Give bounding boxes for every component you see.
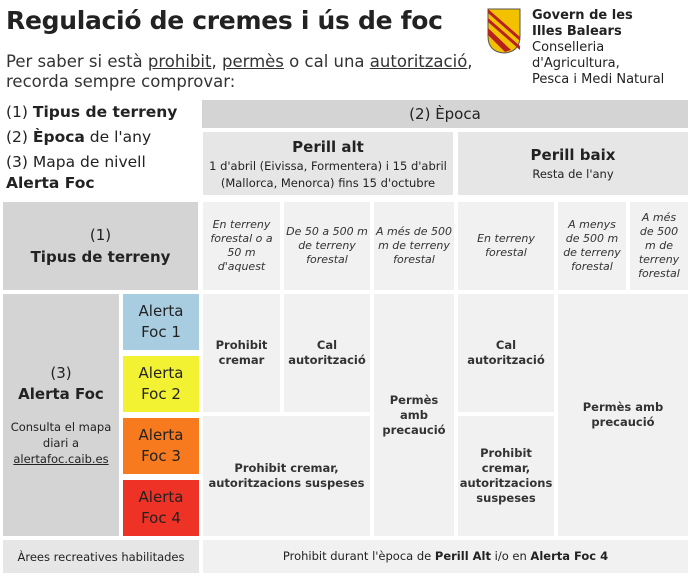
step-1-num: (1) <box>6 103 33 121</box>
col5-line-1: A menys <box>568 218 616 231</box>
col4-line-2: forestal <box>485 246 527 259</box>
prohibit-susp-alt-2: autoritzacions suspeses <box>208 476 365 490</box>
cell-permes-precaucio-baix <box>558 294 688 536</box>
alerta-1-line-1: Alerta <box>138 302 184 320</box>
perill-alt-desc-2: (Mallorca, Menorca) fins 15 d'octubre <box>220 175 436 190</box>
alerta-foc-3 <box>123 418 199 474</box>
prohibit-cremar-2: cremar <box>218 353 265 367</box>
areas-text: Àrees recreatives habilitades <box>17 549 185 564</box>
col6-line-3: m de <box>645 239 673 252</box>
intro-text-2: recorda sempre comprovar: <box>6 72 236 91</box>
col-header-terreny-forestal-baix <box>458 202 554 290</box>
alerta-2-line-2: Foc 2 <box>141 385 181 403</box>
footer-pre: Prohibit durant l'època de <box>282 549 435 563</box>
alerta-3-line-1: Alerta <box>138 426 184 444</box>
prohibit-susp-alt-1: Prohibit cremar, <box>234 461 339 475</box>
alerta-4-line-1: Alerta <box>138 488 184 506</box>
permes-baix-2: precaució <box>591 415 655 429</box>
alerta-1-line-2: Foc 1 <box>141 323 181 341</box>
permes-alt-3: precaució <box>382 422 446 437</box>
perill-alt-label: Perill alt <box>292 137 364 156</box>
epoca-header <box>202 100 688 128</box>
intro-permes: permès <box>221 52 284 71</box>
epoca-header-label: (2) Època <box>409 105 481 123</box>
col-header-mes-500m-baix <box>630 202 688 290</box>
alerta-consult-2: diari a <box>42 436 80 450</box>
tipus-terreny-header <box>3 202 198 290</box>
alerta-3-line-2: Foc 3 <box>141 447 181 465</box>
logo-line-2: Illes Balears <box>532 24 622 39</box>
step-3b <box>6 174 95 192</box>
col6-line-2: de 500 <box>639 225 679 238</box>
alerta-foc-header <box>3 294 119 536</box>
logo-line-4: Pesca i Medi Natural <box>532 72 665 87</box>
cell-prohibit-suspeses-alt <box>203 416 370 536</box>
govern-logo-text <box>532 8 691 88</box>
col3-line-2: m de terreny <box>378 239 450 252</box>
prohibit-susp-baix-2: cremar, <box>481 461 531 475</box>
col1-line-2: forestal o a <box>210 232 273 245</box>
col2-line-3: forestal <box>306 253 348 266</box>
col6-line-1: A més <box>641 211 677 224</box>
cal-autoritzacio-alt-2: autorització <box>288 353 366 367</box>
tipus-num: (1) <box>89 226 112 244</box>
col2-line-2: de terreny <box>298 239 356 252</box>
col5-line-2: de 500 m <box>565 232 619 245</box>
col-header-mes-500m-alt <box>374 202 454 290</box>
step-2-num: (2) <box>6 128 33 146</box>
alerta-consult-1: Consulta el mapa <box>10 420 112 434</box>
col6-line-4: terreny <box>638 253 680 266</box>
step-3-text: (3) Mapa de nivell <box>6 153 146 171</box>
step-2-rest: de l'any <box>84 128 152 146</box>
col4-line-1: En terreny <box>477 232 535 245</box>
alerta-label: Alerta Foc <box>18 385 104 403</box>
alertafoc-link[interactable]: alertafoc.caib.es <box>13 452 109 466</box>
prohibit-cremar-1: Prohibit <box>215 338 268 352</box>
perill-baix-desc: Resta de l'any <box>532 167 614 181</box>
alerta-4-line-2: Foc 4 <box>141 509 181 527</box>
intro-prohibit: prohibit <box>147 52 212 71</box>
permes-baix-1: Permès amb <box>582 400 664 414</box>
step-1-label: Tipus de terreny <box>32 103 178 121</box>
perill-baix-header <box>458 132 688 195</box>
cell-cal-autoritzacio-alt <box>284 294 370 412</box>
col-header-menys-500m <box>558 202 626 290</box>
cell-prohibit-suspeses-baix <box>458 416 554 536</box>
cal-autoritzacio-baix-1: Cal <box>495 338 517 352</box>
govern-logo-icon <box>487 8 521 54</box>
col5-line-4: forestal <box>571 260 613 273</box>
col1-line-3: 50 m <box>227 246 256 259</box>
prohibit-susp-baix-4: suspeses <box>476 491 536 505</box>
col-header-50-500m <box>284 202 370 290</box>
logo-line-1: Govern de les <box>532 8 633 23</box>
cal-autoritzacio-alt-1: Cal <box>316 338 338 352</box>
page-title: Regulació de cremes i ús de foc <box>6 6 443 35</box>
permes-alt-1: Permès <box>389 392 439 407</box>
tipus-label: Tipus de terreny <box>30 248 171 266</box>
col6-line-5: forestal <box>638 267 680 280</box>
footer-mid: i/o en <box>490 549 531 563</box>
step-1 <box>6 103 177 121</box>
logo-line-3: Conselleria d'Agricultura, <box>532 40 620 71</box>
perill-alt-desc-1: 1 d'abril (Eivissa, Formentera) i 15 d'abril <box>209 158 447 173</box>
step-2 <box>6 128 151 146</box>
footer-perill-alt: Perill Alt <box>434 549 491 563</box>
col1-line-1: En terreny <box>212 218 271 231</box>
alerta-foc-1 <box>123 294 199 350</box>
intro-comma2: , <box>467 52 473 71</box>
alerta-foc-4 <box>123 480 199 536</box>
intro-comma: , <box>211 52 222 71</box>
permes-alt-2: amb <box>400 407 428 422</box>
intro-or: o cal una <box>283 52 370 71</box>
step-3-label: Alerta Foc <box>6 174 95 192</box>
areas-recreatives-rule <box>203 540 688 573</box>
footer-alerta-foc-4: Alerta Foc 4 <box>530 549 609 563</box>
alerta-2-line-1: Alerta <box>138 364 184 382</box>
col3-line-3: forestal <box>393 253 435 266</box>
intro-text-1: Per saber si està <box>6 52 148 71</box>
cell-prohibit-cremar <box>203 294 280 412</box>
step-3 <box>6 153 146 171</box>
col3-line-1: A més de 500 <box>376 225 452 238</box>
cal-autoritzacio-baix-2: autorització <box>467 353 545 367</box>
prohibit-susp-baix-3: autoritzacions <box>459 476 553 490</box>
alerta-foc-2 <box>123 356 199 412</box>
perill-alt-header <box>203 132 453 195</box>
cell-permes-precaucio-alt <box>374 294 454 536</box>
perill-baix-label: Perill baix <box>530 146 616 164</box>
col-header-terreny-forestal-50m <box>203 202 280 290</box>
step-2-label: Època <box>32 128 85 146</box>
col5-line-3: de terreny <box>563 246 621 259</box>
intro-autoritzacio: autorització <box>369 52 468 71</box>
areas-recreatives-label <box>3 540 199 573</box>
col1-line-4: d'aquest <box>217 260 266 273</box>
intro-text <box>6 52 473 92</box>
cell-cal-autoritzacio-baix <box>458 294 554 412</box>
col2-line-1: De 50 a 500 m <box>286 225 368 238</box>
alerta-num: (3) <box>50 364 72 382</box>
prohibit-susp-baix-1: Prohibit <box>480 446 532 460</box>
